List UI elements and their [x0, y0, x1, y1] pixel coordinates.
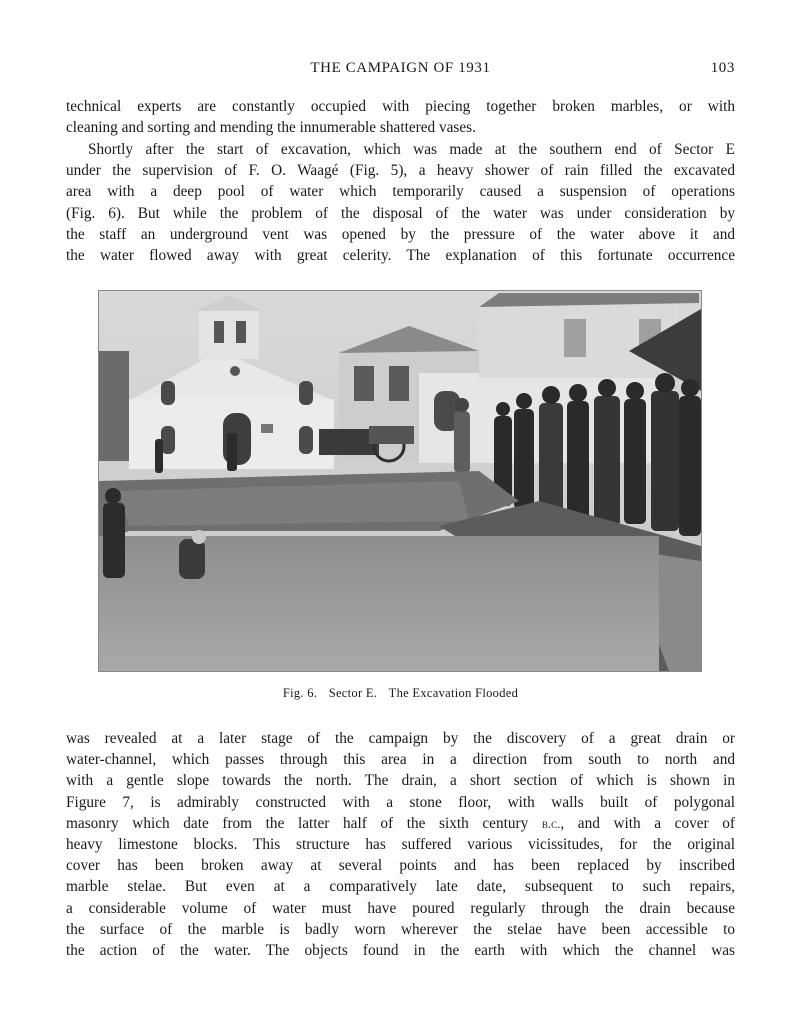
text-line — [66, 813, 735, 834]
caption-title: The Excavation Flooded — [388, 686, 519, 700]
text-line: water-channel, which passes through this area in a direction from south to north and — [66, 751, 735, 769]
paragraph-3 — [66, 728, 735, 961]
paragraph-1 — [66, 96, 735, 138]
text-line: the surface of the marble is badly worn wherever the stelae have been accessible to — [66, 920, 735, 938]
text-line: the water flowed away with great celerity. The explanation of this fortunate occurrence — [66, 247, 735, 265]
text-line: technical experts are constantly occupied with piecing together broken marbles, or with — [66, 98, 735, 115]
caption-number: Fig. 6. — [282, 686, 318, 700]
text-line: with a gentle slope towards the north. The drain, a short section of which is shown in — [66, 772, 735, 790]
text-line-part: masonry which date from the latter half of the sixth century — [66, 814, 529, 832]
figure-caption — [66, 686, 735, 701]
text-line: marble stelae. But even at a comparatively late date, subsequent to such repairs, — [66, 878, 735, 896]
text-line: Figure 7, is admirably constructed with a stone floor, with walls built of polygonal — [66, 793, 735, 811]
text-line: cover has been broken away at several points and has been replaced by inscribed — [66, 857, 735, 875]
figure-photo-flooded-excavation — [98, 290, 702, 672]
text-line: a considerable volume of water must have poured regularly through the drain because — [66, 899, 735, 917]
running-head — [66, 60, 735, 82]
text-line: heavy limestone blocks. This structure has suffered various vicissitudes, for the original — [66, 836, 735, 854]
text-line: was revealed at a later stage of the campaign by the discovery of a great drain or — [66, 730, 735, 747]
text-line: under the supervision of F. O. Waagé (Fig. 5), a heavy shower of rain filled the excavated — [66, 162, 735, 180]
text-line: Shortly after the start of excavation, which was made at the southern end of Sector E — [88, 141, 735, 158]
caption-sector: Sector E. — [328, 686, 378, 700]
text-line: (Fig. 6). But while the problem of the disposal of the water was under consideration by — [66, 204, 735, 222]
text-line: area with a deep pool of water which temporarily caused a suspension of operations — [66, 183, 735, 201]
bc-abbreviation: b.c. — [541, 815, 561, 831]
text-line: cleaning and sorting and mending the innumerable shattered vases. — [66, 119, 476, 137]
text-line: the staff an underground vent was opened by the pressure of the water above it and — [66, 225, 735, 243]
running-title: THE CAMPAIGN OF 1931 — [310, 60, 491, 76]
page-number: 103 — [710, 60, 735, 76]
paragraph-2 — [66, 139, 735, 266]
text-line: the action of the water. The objects found in the earth with which the channel was — [66, 942, 735, 960]
text-line-part: , and with a cover of — [560, 814, 735, 832]
